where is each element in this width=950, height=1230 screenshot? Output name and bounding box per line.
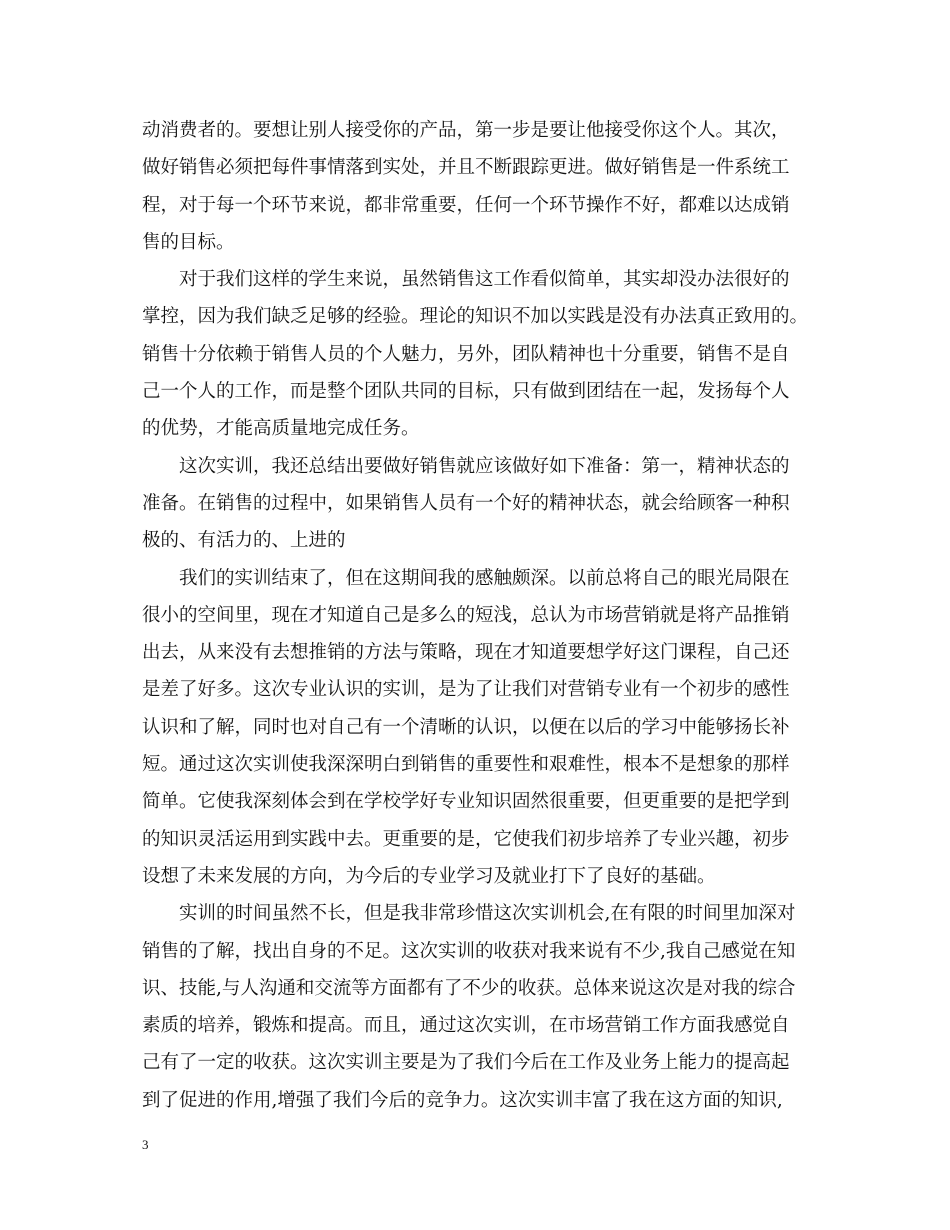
- paragraph: [142, 448, 810, 560]
- text-line: 出去，从来没有去想推销的方法与策略，现在才知道要想学好这门课程，自己还: [142, 642, 790, 664]
- page-number: 3: [142, 1137, 149, 1152]
- text-line: 是差了好多。这次专业认识的实训，是为了让我们对营销专业有一个初步的感性: [142, 679, 790, 701]
- text-line: 程，对于每一个环节来说，都非常重要，任何一个环节操作不好，都难以达成销: [142, 194, 790, 216]
- paragraph: [142, 112, 810, 261]
- text-line: 我们的实训结束了，但在这期间我的感触颇深。以前总将自己的眼光局限在: [179, 567, 790, 589]
- paragraph: [142, 261, 810, 447]
- text-line: 实训的时间虽然不长，但是我非常珍惜这次实训机会,在有限的时间里加深对: [179, 903, 796, 925]
- text-line: 做好销售必须把每件事情落到实处，并且不断跟踪更进。做好销售是一件系统工: [142, 157, 790, 179]
- text-line: 的优势，才能高质量地完成任务。: [142, 418, 420, 440]
- text-line: 到了促进的作用,增强了我们今后的竞争力。这次实训丰富了我在这方面的知识,: [142, 1089, 783, 1111]
- text-line: 对于我们这样的学生来说，虽然销售这工作看似简单，其实却没办法很好的: [179, 269, 790, 291]
- text-line: 销售十分依赖于销售人员的个人魅力，另外，团队精神也十分重要，销售不是自: [142, 343, 790, 365]
- text-line: 短。通过这次实训使我深深明白到销售的重要性和艰难性，根本不是想象的那样: [142, 754, 790, 776]
- text-line: 动消费者的。要想让别人接受你的产品，第一步是要让他接受你这个人。其次，: [142, 120, 790, 141]
- text-line: 售的目标。: [142, 231, 235, 253]
- text-line: 很小的空间里，现在才知道自己是多么的短浅，总认为市场营销就是将产品推销: [142, 604, 790, 626]
- text-line: 的知识灵活运用到实践中去。更重要的是，它使我们初步培养了专业兴趣，初步: [142, 828, 790, 850]
- text-line: 掌控，因为我们缺乏足够的经验。理论的知识不加以实践是没有办法真正致用的。: [142, 306, 809, 328]
- text-line: 这次实训，我还总结出要做好销售就应该做好如下准备：第一，精神状态的: [179, 455, 790, 477]
- text-line: 识、技能,与人沟通和交流等方面都有了不少的收获。总体来说这次是对我的综合: [142, 977, 796, 999]
- text-line: 销售的了解，找出自身的不足。这次实训的收获对我来说有不少,我自己感觉在知: [142, 940, 796, 962]
- paragraph: [142, 560, 810, 896]
- text-line: 己一个人的工作，而是整个团队共同的目标，只有做到团结在一起，发扬每个人: [142, 381, 790, 403]
- text-line: 准备。在销售的过程中，如果销售人员有一个好的精神状态，就会给顾客一种积: [142, 492, 790, 514]
- text-line: 己有了一定的收获。这次实训主要是为了我们今后在工作及业务上能力的提高起: [142, 1052, 790, 1074]
- text-line: 极的、有活力的、上进的: [142, 530, 346, 552]
- text-line: 设想了未来发展的方向，为今后的专业学习及就业打下了良好的基础。: [142, 865, 716, 887]
- text-line: 素质的培养，锻炼和提高。而且，通过这次实训，在市场营销工作方面我感觉自: [142, 1015, 790, 1037]
- text-line: 认识和了解，同时也对自己有一个清晰的认识，以便在以后的学习中能够扬长补: [142, 716, 790, 738]
- text-line: 简单。它使我深刻体会到在学校学好专业知识固然很重要，但更重要的是把学到: [142, 791, 790, 813]
- paragraph: [142, 895, 810, 1119]
- document-body: [142, 112, 810, 1119]
